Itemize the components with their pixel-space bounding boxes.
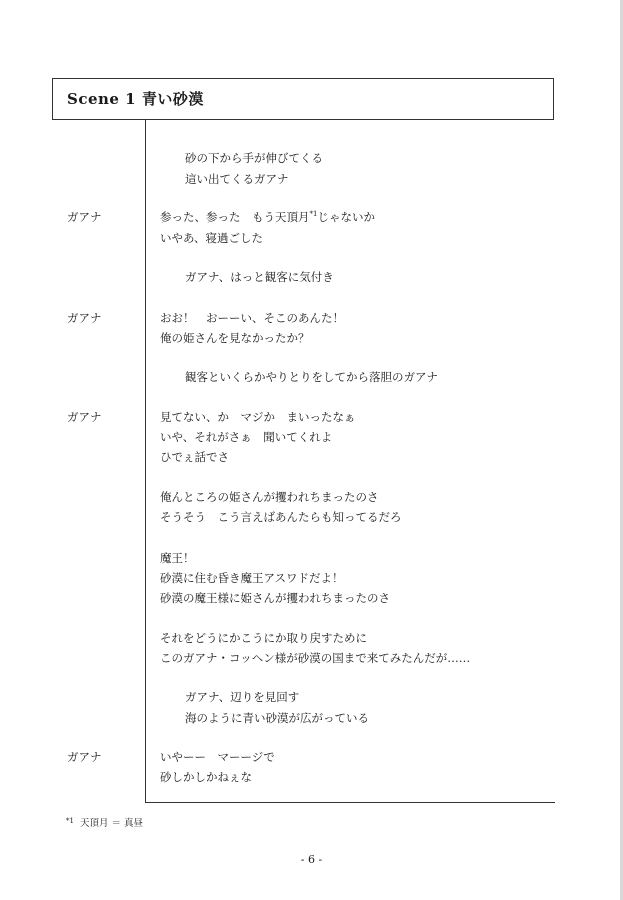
stage-direction: 海のように青い砂漠が広がっている: [185, 711, 369, 725]
scene-header-box: [52, 78, 554, 120]
dialogue-text: 参った、参った もう天頂月: [160, 210, 310, 224]
dialogue-line: いやあ、寝過ごした: [160, 231, 264, 245]
dialogue-line: 砂漠の魔王様に姫さんが攫われちまったのさ: [160, 591, 390, 605]
speaker-name: ガアナ: [67, 750, 102, 764]
dialogue-line: それをどうにかこうにか取り戻すために: [160, 631, 367, 645]
dialogue-line: いやーー マーージで: [160, 750, 275, 764]
dialogue-line: そうそう こう言えばあんたらも知ってるだろ: [160, 510, 402, 524]
dialogue-line: 砂漠に住む昏き魔王アスワドだよ！: [160, 571, 344, 585]
speaker-name: ガアナ: [67, 410, 102, 424]
scene-title: Scene 1 青い砂漠: [67, 90, 204, 108]
dialogue-line: 俺んところの姫さんが攫われちまったのさ: [160, 490, 379, 504]
speaker-column-divider: [145, 120, 146, 803]
script-bottom-rule: [145, 802, 555, 803]
speaker-name: ガアナ: [67, 311, 102, 325]
dialogue-line: おお！ おーーい、そこのあんた！: [160, 311, 344, 325]
stage-direction: 砂の下から手が伸びてくる: [185, 151, 323, 165]
stage-direction: ガアナ、辺りを見回す: [185, 690, 300, 704]
stage-direction: ガアナ、はっと観客に気付き: [185, 270, 334, 284]
stage-direction: 這い出てくるガアナ: [185, 172, 289, 186]
footnote: [66, 815, 143, 829]
stage-direction: 観客といくらかやりとりをしてから落胆のガアナ: [185, 370, 438, 384]
dialogue-line: ひでぇ話でさ: [160, 450, 229, 464]
dialogue-line: 俺の姫さんを見なかったか？: [160, 331, 310, 345]
speaker-name: ガアナ: [67, 210, 102, 224]
page-number: - 6 -: [300, 853, 323, 866]
dialogue-line: 魔王！: [160, 551, 195, 565]
footnote-reference: *1: [309, 210, 318, 218]
dialogue-line: 見てない、か マジか まいったなぁ: [160, 410, 356, 424]
dialogue-line: 砂しかしかねぇな: [160, 770, 252, 784]
footnote-text: 天頂月 ＝ 真昼: [80, 818, 144, 829]
dialogue-line: いや、それがさぁ 聞いてくれよ: [160, 430, 333, 444]
dialogue-line: このガアナ・コッヘン様が砂漠の国まで来てみたんだが……: [160, 651, 471, 665]
footnote-mark: *1: [66, 817, 74, 825]
dialogue-text: じゃないか: [317, 210, 375, 224]
dialogue-line: [160, 210, 375, 224]
